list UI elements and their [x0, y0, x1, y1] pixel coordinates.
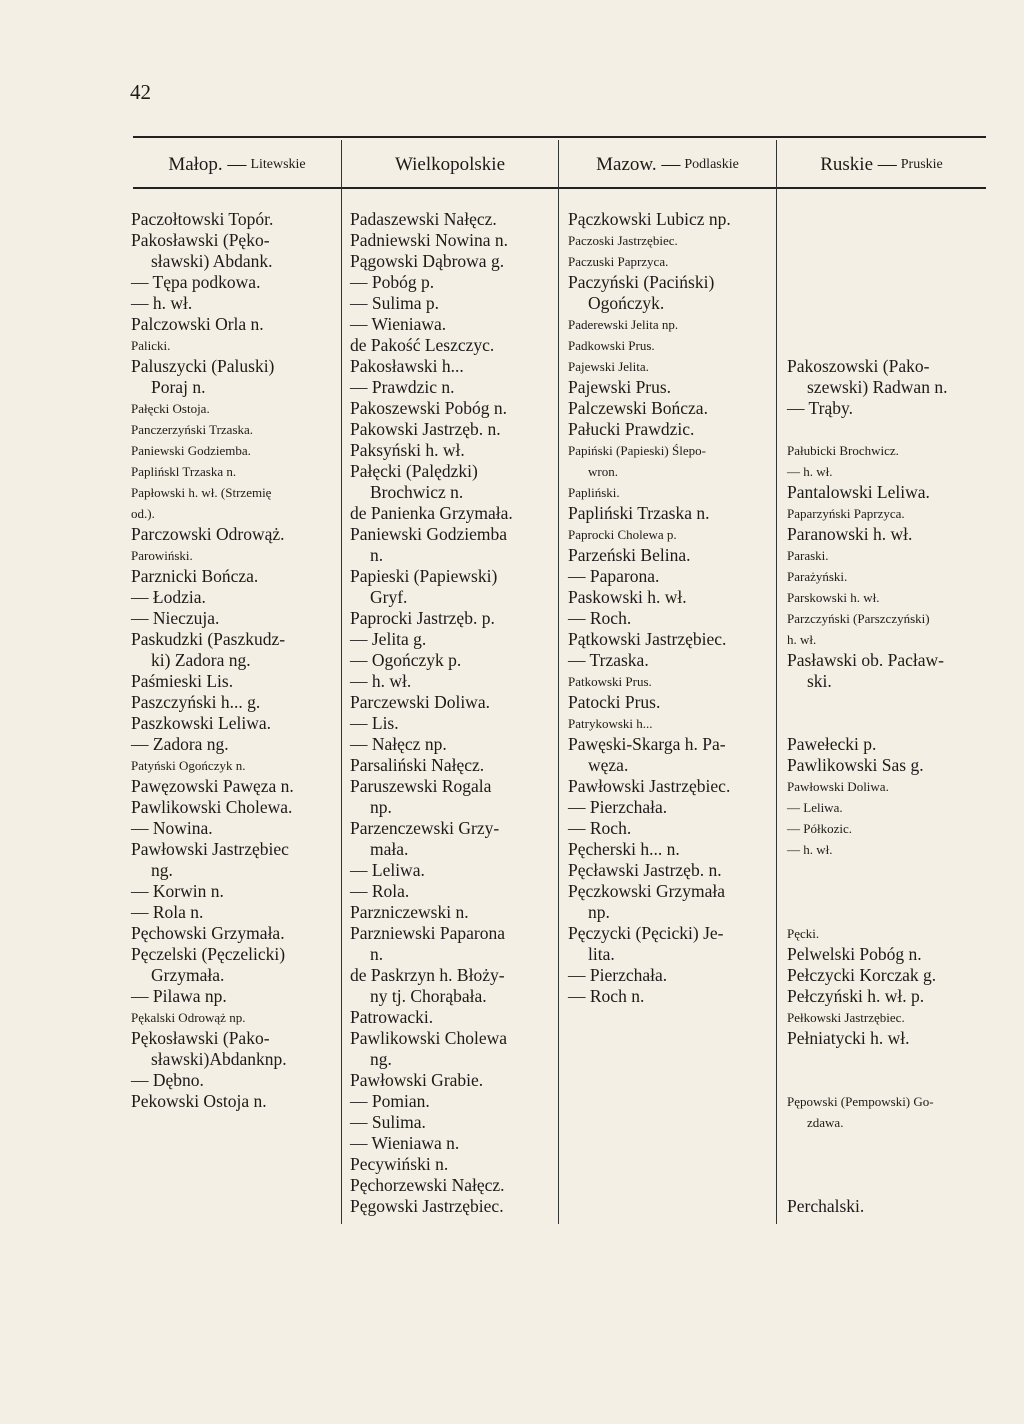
surname-entry: — Leliwa. [787, 800, 843, 815]
header-main: Mazow. — [596, 154, 681, 175]
surname-entry: Pakoszewski Pobóg n. [350, 398, 508, 418]
surname-entry: Paśmieski Lis. [131, 671, 234, 691]
page-number: 42 [130, 80, 151, 104]
surname-entry: Pągowski Dąbrowa g. [350, 251, 505, 271]
surname-entry: mała. [370, 839, 409, 859]
surname-entry: Paruszewski Rogala [350, 776, 492, 796]
list-spacer [787, 881, 987, 902]
surname-entry: Pajewski Prus. [568, 377, 672, 397]
surname-entry: Paskowski h. wł. [568, 587, 687, 607]
surname-entry: Poraj n. [151, 377, 206, 397]
surname-entry: — Pierzchała. [568, 965, 668, 985]
surname-entry: — h. wł. [787, 464, 833, 479]
surname-entry: Paszczyński h... g. [131, 692, 261, 712]
surname-entry: Papiński (Papieski) Ślepo- [568, 443, 706, 458]
surname-entry: — Prawdzic n. [350, 377, 455, 397]
column-header-malopolskie [133, 150, 341, 180]
surname-entry: Pątkowski Jastrzębiec. [568, 629, 727, 649]
surname-entry: Paczuski Paprzyca. [568, 254, 669, 269]
surname-entry: Pełniatycki h. wł. [787, 1028, 910, 1048]
surname-entry: Parzniczewski n. [350, 902, 469, 922]
surname-entry: Paprocki Jastrzęb. p. [350, 608, 495, 628]
surname-entry: — Zadora ng. [131, 734, 229, 754]
surname-entry: — Paparona. [568, 566, 660, 586]
surname-entry: Pączkowski Lubicz np. [568, 209, 731, 229]
surname-entry: Pawęski-Skarga h. Pa- [568, 734, 726, 754]
surname-entry: Paranowski h. wł. [787, 524, 913, 544]
list-spacer [787, 209, 987, 230]
list-spacer [787, 692, 987, 713]
column-header-ruskie [777, 150, 986, 180]
list-spacer [787, 272, 987, 293]
surname-entry: wron. [588, 464, 618, 479]
surname-entry: — Korwin n. [131, 881, 224, 901]
surname-entry: Parzczyński (Parszczyński) [787, 611, 930, 626]
surname-entry: Paszkowski Leliwa. [131, 713, 271, 733]
surname-entry: Paplińskl Trzaska n. [131, 464, 237, 479]
surname-entry: Pelwelski Pobóg n. [787, 944, 922, 964]
surname-entry: Palicki. [131, 338, 171, 353]
surname-entry: Parzniewski Paparona [350, 923, 506, 943]
surname-entry: Patocki Prus. [568, 692, 661, 712]
surname-entry: Patrowacki. [350, 1007, 434, 1027]
list-spacer [787, 419, 987, 440]
surname-entry: Pajewski Jelita. [568, 359, 649, 374]
list-spacer [787, 314, 987, 335]
surname-entry: Pasławski ob. Pacław- [787, 650, 944, 670]
surname-entry: de Pakość Leszczyc. [350, 335, 495, 355]
surname-entry: — Łodzia. [131, 587, 206, 607]
column-malopolskie-list [131, 209, 339, 1112]
surname-entry: Pęchorzewski Nałęcz. [350, 1175, 505, 1195]
list-spacer [787, 1070, 987, 1091]
surname-entry: szewski) Radwan n. [807, 377, 948, 397]
surname-entry: Paluszycki (Paluski) [131, 356, 275, 376]
surname-entry: Paksyński h. wł. [350, 440, 465, 460]
list-spacer [787, 230, 987, 251]
surname-entry: zdawa. [807, 1115, 844, 1130]
surname-entry: Paprocki Cholewa p. [568, 527, 677, 542]
list-spacer [787, 1154, 987, 1175]
surname-entry: — Sulima. [350, 1112, 426, 1132]
surname-entry: węza. [588, 755, 629, 775]
surname-entry: — Pilawa np. [131, 986, 227, 1006]
header-main: Małop. — [168, 154, 247, 175]
surname-entry: Palczowski Orla n. [131, 314, 264, 334]
surname-entry: lita. [588, 944, 615, 964]
list-spacer [787, 335, 987, 356]
surname-entry: Pawłowski Jastrzębiec. [568, 776, 731, 796]
surname-entry: Paraski. [787, 548, 829, 563]
surname-entry: Pawłowski Doliwa. [787, 779, 889, 794]
surname-entry: Gryf. [370, 587, 408, 607]
column-header-wielkopolskie [342, 150, 558, 180]
header-bottom-rule [133, 187, 986, 189]
surname-entry: Parskowski h. wł. [787, 590, 880, 605]
surname-entry: ng. [151, 860, 173, 880]
surname-entry: Parowiński. [131, 548, 193, 563]
surname-entry: np. [588, 902, 610, 922]
surname-entry: — h. wł. [350, 671, 412, 691]
surname-entry: — Jelita g. [350, 629, 427, 649]
surname-entry: Pełkowski Jastrzębiec. [787, 1010, 905, 1025]
list-spacer [787, 1175, 987, 1196]
surname-entry: Papliński Trzaska n. [568, 503, 710, 523]
header-top-rule [133, 136, 986, 138]
surname-entry: — Leliwa. [350, 860, 425, 880]
surname-entry: Papieski (Papiewski) [350, 566, 498, 586]
surname-entry: — Wieniawa. [350, 314, 447, 334]
column-header-mazowieckie [559, 150, 776, 180]
surname-entry: — Roch n. [568, 986, 645, 1006]
surname-entry: — Rola. [350, 881, 410, 901]
surname-entry: Padaszewski Nałęcz. [350, 209, 497, 229]
list-spacer [787, 860, 987, 881]
surname-entry: — Pierzchała. [568, 797, 668, 817]
surname-entry: n. [370, 944, 384, 964]
surname-entry: Parczowski Odrowąż. [131, 524, 285, 544]
surname-entry: — Nałęcz np. [350, 734, 447, 754]
surname-entry: Pałęcki Ostoja. [131, 401, 210, 416]
list-spacer [787, 1049, 987, 1070]
column-divider-2 [558, 140, 559, 1224]
surname-entry: Pełczyński h. wł. p. [787, 986, 925, 1006]
surname-entry: Pełczycki Korczak g. [787, 965, 937, 985]
header-main: Ruskie — [820, 154, 897, 175]
surname-entry: Pakosławski h... [350, 356, 464, 376]
surname-entry: Papliński. [568, 485, 620, 500]
surname-entry: — Trąby. [787, 398, 853, 418]
surname-entry: Paniewski Godziemba [350, 524, 507, 544]
surname-entry: Paniewski Godziemba. [131, 443, 251, 458]
surname-entry: n. [370, 545, 384, 565]
surname-entry: Pakowski Jastrzęb. n. [350, 419, 501, 439]
surname-entry: Pawłowski Jastrzębiec [131, 839, 289, 859]
list-spacer [787, 251, 987, 272]
surname-entry: Pękalski Odrowąż np. [131, 1010, 246, 1025]
surname-entry: Papłowski h. wł. (Strzemię [131, 485, 272, 500]
surname-entry: Pęcławski Jastrzęb. n. [568, 860, 722, 880]
surname-entry: Paczyński (Paciński) [568, 272, 715, 292]
surname-entry: Paskudzki (Paszkudz- [131, 629, 286, 649]
surname-entry: Pęgowski Jastrzębiec. [350, 1196, 504, 1216]
surname-entry: ng. [370, 1049, 392, 1069]
surname-entry: de Panienka Grzymała. [350, 503, 513, 523]
surname-entry: Pęczkowski Grzymała [568, 881, 725, 901]
surname-entry: ki) Zadora ng. [151, 650, 251, 670]
surname-entry: — h. wł. [131, 293, 193, 313]
column-ruskie-list [787, 209, 987, 1217]
surname-entry: — Pomian. [350, 1091, 430, 1111]
surname-entry: np. [370, 797, 392, 817]
surname-entry: Panczerzyński Trzaska. [131, 422, 254, 437]
surname-entry: Pęcherski h... n. [568, 839, 680, 859]
surname-entry: Pęcki. [787, 926, 820, 941]
surname-entry: Paparzyński Paprzyca. [787, 506, 905, 521]
surname-entry: Pawęzowski Pawęza n. [131, 776, 294, 796]
surname-entry: Pałubicki Brochwicz. [787, 443, 899, 458]
surname-entry: — Wieniawa n. [350, 1133, 460, 1153]
surname-entry: — h. wł. [787, 842, 833, 857]
surname-entry: — Nowina. [131, 818, 213, 838]
surname-entry: Grzymała. [151, 965, 225, 985]
surname-entry: — Pobóg p. [350, 272, 435, 292]
surname-entry: — Sulima p. [350, 293, 439, 313]
surname-entry: — Trzaska. [568, 650, 649, 670]
surname-entry: Parczewski Doliwa. [350, 692, 490, 712]
surname-entry: Patyński Ogończyk n. [131, 758, 246, 773]
surname-entry: Parzeński Belina. [568, 545, 691, 565]
surname-entry: Pakosławski (Pęko- [131, 230, 270, 250]
surname-entry: de Paskrzyn h. Błoży- [350, 965, 505, 985]
surname-entry: — Nieczuja. [131, 608, 220, 628]
surname-entry: Pękosławski (Pako- [131, 1028, 270, 1048]
header-sub: Podlaskie [684, 157, 739, 172]
surname-entry: Paczoski Jastrzębiec. [568, 233, 678, 248]
surname-entry: od.). [131, 506, 155, 521]
surname-entry: Pawłowski Grabie. [350, 1070, 484, 1090]
surname-entry: — Rola n. [131, 902, 204, 922]
surname-entry: — Ogończyk p. [350, 650, 462, 670]
surname-entry: Pecywiński n. [350, 1154, 449, 1174]
surname-entry: Pęczycki (Pęcicki) Je- [568, 923, 724, 943]
surname-entry: Patrykowski h... [568, 716, 653, 731]
surname-entry: Pałęcki (Palędzki) [350, 461, 478, 481]
surname-entry: h. wł. [787, 632, 817, 647]
surname-entry: — Roch. [568, 608, 632, 628]
surname-entry: — Tępa podkowa. [131, 272, 261, 292]
surname-entry: Pekowski Ostoja n. [131, 1091, 267, 1111]
surname-entry: Ogończyk. [588, 293, 665, 313]
surname-entry: Pałucki Prawdzic. [568, 419, 695, 439]
list-spacer [787, 713, 987, 734]
surname-entry: Patkowski Prus. [568, 674, 652, 689]
surname-entry: Paderewski Jelita np. [568, 317, 679, 332]
surname-entry: ski. [807, 671, 832, 691]
surname-entry: sławski)Abdanknp. [151, 1049, 287, 1069]
surname-entry: Pawełecki p. [787, 734, 877, 754]
surname-entry: Perchalski. [787, 1196, 865, 1216]
list-spacer [787, 293, 987, 314]
list-spacer [787, 902, 987, 923]
surname-entry: Paczołtowski Topór. [131, 209, 274, 229]
surname-entry: sławski) Abdank. [151, 251, 273, 271]
surname-entry: Pawlikowski Cholewa [350, 1028, 508, 1048]
surname-entry: Parsaliński Nałęcz. [350, 755, 485, 775]
surname-entry: — Dębno. [131, 1070, 204, 1090]
list-spacer [787, 1133, 987, 1154]
column-wielkopolskie-list [350, 209, 556, 1217]
surname-entry: Pantalowski Leliwa. [787, 482, 930, 502]
column-divider-1 [341, 140, 342, 1224]
surname-entry: — Półkozic. [787, 821, 852, 836]
surname-entry: Pakoszowski (Pako- [787, 356, 930, 376]
surname-entry: ny tj. Chorąbała. [370, 986, 487, 1006]
surname-entry: Palczewski Bończa. [568, 398, 708, 418]
surname-entry: Padkowski Prus. [568, 338, 655, 353]
surname-entry: Pępowski (Pempowski) Go- [787, 1094, 934, 1109]
surname-entry: — Roch. [568, 818, 632, 838]
surname-entry: Parzenczewski Grzy- [350, 818, 500, 838]
surname-entry: — Lis. [350, 713, 399, 733]
surname-entry: Pęchowski Grzymała. [131, 923, 285, 943]
header-sub: Litewskie [250, 157, 306, 172]
column-mazowieckie-list [568, 209, 774, 1007]
surname-entry: Parznicki Bończa. [131, 566, 259, 586]
header-main: Wielkopolskie [394, 154, 506, 175]
surname-entry: Parażyński. [787, 569, 848, 584]
surname-entry: Pawlikowski Cholewa. [131, 797, 293, 817]
column-divider-3 [776, 140, 777, 1224]
surname-entry: Pęczelski (Pęczelicki) [131, 944, 286, 964]
surname-entry: Padniewski Nowina n. [350, 230, 508, 250]
header-sub: Pruskie [900, 157, 943, 172]
surname-entry: Pawlikowski Sas g. [787, 755, 924, 775]
surname-entry: Brochwicz n. [370, 482, 464, 502]
